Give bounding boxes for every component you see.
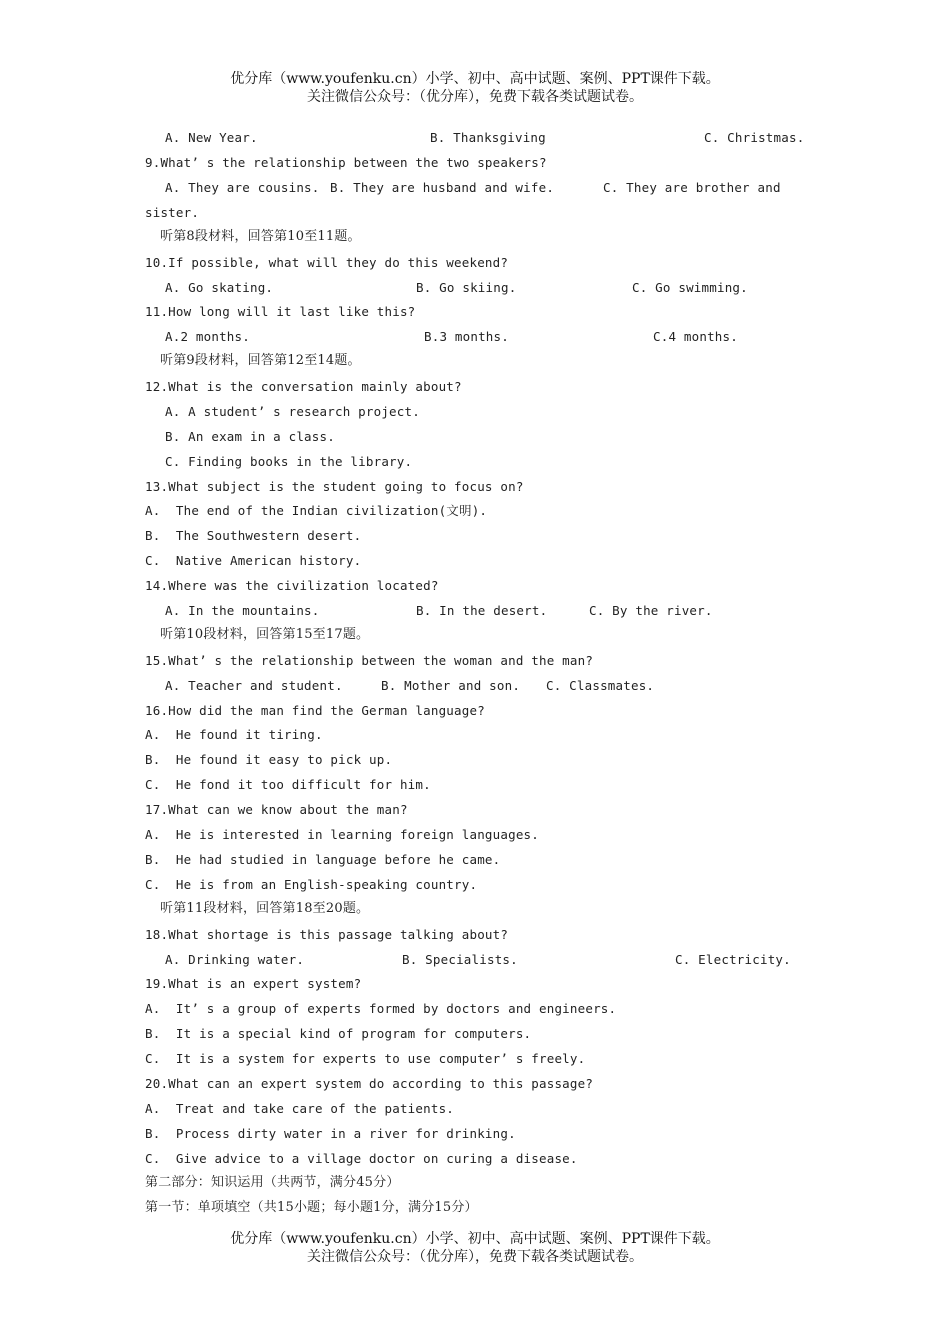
q14-option-c: C. By the river. <box>589 603 713 618</box>
q15-option-c: C. Classmates. <box>546 678 655 693</box>
section-11-instruction: 听第11段材料，回答第18至20题。 <box>160 901 370 916</box>
q20-option-a: A. Treat and take care of the patients. <box>145 1101 455 1116</box>
q9-option-a: A. They are cousins. <box>165 180 320 195</box>
q14-question: 14.Where was the civilization located? <box>145 578 439 593</box>
q8-option-b: B. Thanksgiving <box>430 130 546 145</box>
q19-question: 19.What is an expert system? <box>145 976 362 991</box>
part-2-title: 第二部分：知识运用（共两节，满分45分） <box>145 1175 400 1190</box>
q20-question: 20.What can an expert system do according to this passage? <box>145 1076 594 1091</box>
q11-option-a: A.2 months. <box>165 329 250 344</box>
q12-question: 12.What is the conversation mainly about? <box>145 379 462 394</box>
q20-option-b: B. Process dirty water in a river for drinking. <box>145 1126 516 1141</box>
q13-option-b: B. The Southwestern desert. <box>145 528 362 543</box>
q17-option-b: B. He had studied in language before he came. <box>145 852 501 867</box>
q17-option-c: C. He is from an English-speaking country. <box>145 877 478 892</box>
q12-option-b: B. An exam in a class. <box>165 429 335 444</box>
q20-option-c: C. Give advice to a village doctor on curing a disease. <box>145 1151 578 1166</box>
q16-option-a: A. He found it tiring. <box>145 727 323 742</box>
q10-option-c: C. Go swimming. <box>632 280 748 295</box>
part-2-section-1-title: 第一节：单项填空（共15小题；每小题1分，满分15分） <box>145 1200 478 1215</box>
q9-option-c-continuation: sister. <box>145 205 200 220</box>
footer-line-1: 优分库（www.youfenku.cn）小学、初中、高中试题、案例、PPT课件下载。 <box>230 1231 720 1247</box>
q19-option-b: B. It is a special kind of program for computers. <box>145 1026 532 1041</box>
q18-option-b: B. Specialists. <box>402 952 518 967</box>
q11-option-c: C.4 months. <box>653 329 738 344</box>
q12-option-a: A. A student’ s research project. <box>165 404 420 419</box>
banner-line-1: 优分库（www.youfenku.cn）小学、初中、高中试题、案例、PPT课件下载。 <box>230 71 720 87</box>
q18-question: 18.What shortage is this passage talking about? <box>145 927 509 942</box>
q12-option-c: C. Finding books in the library. <box>165 454 413 469</box>
footer-line-2: 关注微信公众号：（优分库），免费下载各类试题试卷。 <box>307 1249 643 1265</box>
q17-question: 17.What can we know about the man? <box>145 802 408 817</box>
q19-option-a: A. It’ s a group of experts formed by doctors and engineers. <box>145 1001 617 1016</box>
q15-option-b: B. Mother and son. <box>381 678 521 693</box>
q16-option-c: C. He fond it too difficult for him. <box>145 777 431 792</box>
q8-option-a: A. New Year. <box>165 130 258 145</box>
q13-question: 13.What subject is the student going to focus on? <box>145 479 524 494</box>
banner-line-2: 关注微信公众号：（优分库），免费下载各类试题试卷。 <box>307 89 643 105</box>
q17-option-a: A. He is interested in learning foreign languages. <box>145 827 540 842</box>
section-9-instruction: 听第9段材料，回答第12至14题。 <box>160 353 361 368</box>
q10-question: 10.If possible, what will they do this weekend? <box>145 255 509 270</box>
q19-option-c: C. It is a system for experts to use computer’ s freely. <box>145 1051 586 1066</box>
q13-option-a: A. The end of the Indian civilization(文明). <box>145 503 488 518</box>
q15-question: 15.What’ s the relationship between the woman and the man? <box>145 653 594 668</box>
q9-question: 9.What’ s the relationship between the two speakers? <box>145 155 547 170</box>
q18-option-a: A. Drinking water. <box>165 952 305 967</box>
q13-option-c: C. Native American history. <box>145 553 362 568</box>
q18-option-c: C. Electricity. <box>675 952 791 967</box>
q14-option-a: A. In the mountains. <box>165 603 320 618</box>
q16-option-b: B. He found it easy to pick up. <box>145 752 393 767</box>
q10-option-b: B. Go skiing. <box>416 280 517 295</box>
q9-option-c: C. They are brother and <box>603 180 781 195</box>
footer-banner <box>0 1230 950 1266</box>
q16-question: 16.How did the man find the German language? <box>145 703 485 718</box>
q11-question: 11.How long will it last like this? <box>145 304 416 319</box>
q10-option-a: A. Go skating. <box>165 280 274 295</box>
q9-option-b: B. They are husband and wife. <box>330 180 555 195</box>
q14-option-b: B. In the desert. <box>416 603 548 618</box>
section-8-instruction: 听第8段材料，回答第10至11题。 <box>160 229 361 244</box>
section-10-instruction: 听第10段材料，回答第15至17题。 <box>160 627 370 642</box>
q15-option-a: A. Teacher and student. <box>165 678 343 693</box>
q11-option-b: B.3 months. <box>424 329 509 344</box>
q8-option-c: C. Christmas. <box>704 130 805 145</box>
